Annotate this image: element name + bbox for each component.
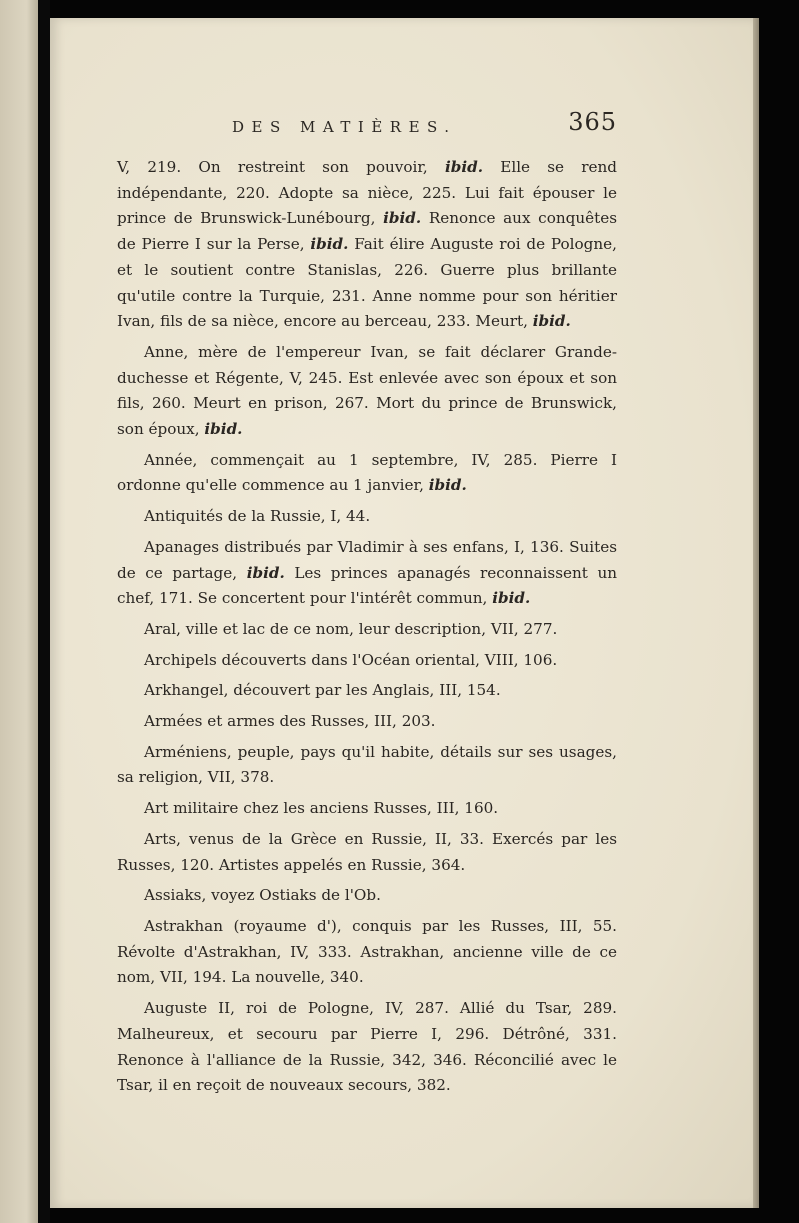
entry-text: Arméniens, peuple, pays qu'il habite, détails sur ses usages, sa religion, VII, 378. xyxy=(117,742,617,787)
index-entry xyxy=(117,535,617,612)
ibid-reference: ibid. xyxy=(246,563,285,582)
entry-text: Apanages distribués par Vladimir à ses enfans, I, 136. Suites de ce partage, xyxy=(117,537,617,582)
running-title: DES MATIÈRES. xyxy=(232,118,457,136)
index-entry xyxy=(117,648,617,674)
index-entry xyxy=(117,827,617,878)
running-header xyxy=(232,108,617,142)
index-entry xyxy=(117,914,617,991)
entry-text: Art militaire chez les anciens Russes, III, 160. xyxy=(144,799,499,818)
ibid-reference: ibid. xyxy=(428,476,467,495)
index-entry xyxy=(117,340,617,443)
entry-text: Astrakhan (royaume d'), conquis par les Russes, III, 55. Révolte d'Astrakhan, IV, 333. Astrakhan, ancienne ville de ce nom, VII, 194. La nouvelle, 340. xyxy=(117,916,617,987)
ibid-reference: ibid. xyxy=(444,158,484,176)
facing-page-edge xyxy=(0,0,38,1223)
index-entry xyxy=(117,796,617,822)
book-gutter xyxy=(38,0,50,1223)
page-number: 365 xyxy=(568,108,617,136)
entry-text: Archipels découverts dans l'Océan oriental, VIII, 106. xyxy=(144,650,558,669)
index-entry xyxy=(117,504,617,530)
index-entry xyxy=(117,709,617,735)
page-edge xyxy=(753,18,759,1208)
entry-text: Elle se rend indépendante, 220. Adopte sa nièce, 225. Lui fait épouser le prince de Brunswick-Lunébourg, xyxy=(117,158,618,228)
entry-text: Assiaks, voyez Ostiaks de l'Ob. xyxy=(144,886,381,905)
index-entry xyxy=(117,996,617,1099)
entry-text: Arts, venus de la Grèce en Russie, II, 33. Exercés par les Russes, 120. Artistes appelés en Russie, 364. xyxy=(117,829,617,874)
entry-text: Aral, ville et lac de ce nom, leur description, VII, 277. xyxy=(144,619,558,638)
entry-text: Anne, mère de l'empereur Ivan, se fait déclarer Grande-duchesse et Régente, V, 245. Est enlevée avec son époux et son fils, 260. Meurt en prison, 267. Mort du prince de Brunswick, son époux, xyxy=(117,342,617,439)
ibid-reference: ibid. xyxy=(310,235,349,254)
entry-text: Armées et armes des Russes, III, 203. xyxy=(144,712,436,731)
entry-text: V, 219. On restreint son pouvoir, xyxy=(117,158,445,176)
entry-text: Antiquités de la Russie, I, 44. xyxy=(144,507,371,526)
ibid-reference: ibid. xyxy=(383,209,422,228)
entry-text: Renonce aux conquêtes de Pierre I sur la Perse, xyxy=(117,209,617,254)
index-entry xyxy=(117,448,617,499)
index-text xyxy=(117,155,617,1099)
entry-text: Année, commençait au 1 septembre, IV, 285. Pierre I ordonne qu'elle commence au 1 janvier, xyxy=(117,450,617,495)
index-entry xyxy=(117,678,617,704)
entry-text: Auguste II, roi de Pologne, IV, 287. Allié du Tsar, 289. Malheureux, et secouru par Pierre I, 296. Détrôné, 331. Renonce à l'alliance de la Russie, 342, 346. Réconcilié avec le Tsar, il en reçoit de nouveaux secours, 382. xyxy=(117,999,617,1095)
index-entry xyxy=(117,883,617,909)
index-entry xyxy=(117,740,617,791)
entry-text: Arkhangel, découvert par les Anglais, III, 154. xyxy=(144,681,501,700)
entry-text: Les princes apanagés reconnaissent un chef, 171. Se concertent pour l'intérêt commun, xyxy=(117,563,618,608)
ibid-reference: ibid. xyxy=(204,420,243,439)
index-entry xyxy=(117,617,617,643)
entry-text: Fait élire Auguste roi de Pologne, et le soutient contre Stanislas, 226. Guerre plus brillante qu'utile contre la Turquie, 231. Anne nomme pour son héritier Ivan, fils de sa nièce, encore au berceau, 233. Meurt, xyxy=(117,235,617,331)
ibid-reference: ibid. xyxy=(492,589,531,608)
ibid-reference: ibid. xyxy=(532,312,571,331)
index-entry xyxy=(117,155,617,335)
